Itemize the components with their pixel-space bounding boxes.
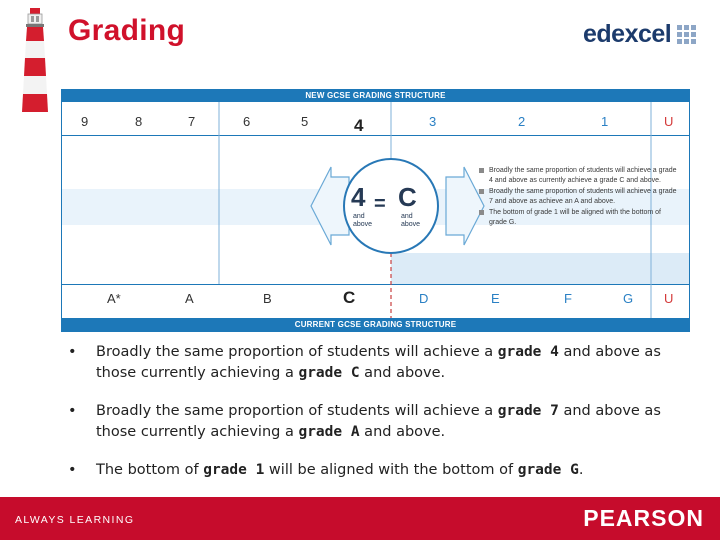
lower-band xyxy=(391,253,689,284)
bullet-item xyxy=(66,401,696,443)
footer-tagline: ALWAYS LEARNING xyxy=(15,514,135,526)
current-grade-f: F xyxy=(564,291,572,306)
bullet-dot-icon: • xyxy=(68,403,77,419)
new-grade-u: U xyxy=(664,114,674,129)
new-grade-7: 7 xyxy=(188,114,196,129)
bullet-item xyxy=(66,342,696,384)
new-grade-row xyxy=(62,102,689,135)
new-grade-1: 1 xyxy=(601,114,609,129)
bullet-text: will be aligned with the bottom of xyxy=(264,462,518,478)
pearson-logo: PEARSON xyxy=(583,505,704,531)
new-grade-9: 9 xyxy=(81,114,89,129)
equivalence-equals: = xyxy=(374,193,386,215)
page-title: Grading xyxy=(68,14,186,47)
edexcel-grid-icon xyxy=(677,25,696,44)
bullet-bold-text: grade 7 xyxy=(497,403,559,419)
bullet-text: Broadly the same proportion of students will achieve a xyxy=(96,344,498,360)
bullet-bold-text: grade A xyxy=(298,424,360,440)
bullet-bold-text: grade 1 xyxy=(203,462,265,478)
new-grade-4: 4 xyxy=(354,116,364,135)
current-grade-g: G xyxy=(623,291,634,306)
diagram-notes xyxy=(479,166,679,229)
diagram-note: Broadly the same proportion of students will achieve a grade 7 and above as achieve an A and above. xyxy=(479,187,679,206)
bullet-text: and above. xyxy=(359,365,446,381)
bullet-dot-icon: • xyxy=(68,462,77,478)
current-grade-u: U xyxy=(664,291,674,306)
new-structure-label: NEW GCSE GRADING STRUCTURE xyxy=(305,91,446,100)
bullet-bold-text: grade C xyxy=(298,365,360,381)
bullet-text: and above as those currently achieving a xyxy=(96,344,661,381)
edexcel-logo-text: edexcel xyxy=(583,20,672,48)
bullet-text: Broadly the same proportion of students will achieve a xyxy=(96,403,498,419)
equivalence-left: 4 xyxy=(351,182,366,212)
new-grade-2: 2 xyxy=(518,114,526,129)
bullet-bold-text: grade G xyxy=(517,462,579,478)
bullet-bold-text: grade 4 xyxy=(497,344,559,360)
bullet-text: and above as those currently achieving a xyxy=(96,403,661,440)
current-grade-a-star: A* xyxy=(107,291,121,306)
equivalence-right-sub: and above xyxy=(401,213,421,228)
footer-bar xyxy=(0,497,720,540)
new-grade-6: 6 xyxy=(243,114,251,129)
current-grade-b: B xyxy=(263,291,272,306)
diagram-note: Broadly the same proportion of students will achieve a grade 4 and above as currently achieve a grade C and above. xyxy=(479,166,679,185)
bullet-text: . xyxy=(578,462,584,478)
bullet-text: and above. xyxy=(359,424,446,440)
current-grade-a: A xyxy=(185,291,194,306)
current-structure-label: CURRENT GCSE GRADING STRUCTURE xyxy=(294,320,457,329)
current-grade-d: D xyxy=(419,291,429,306)
new-grade-3: 3 xyxy=(429,114,437,129)
lighthouse-icon xyxy=(18,6,52,114)
grading-structure-diagram xyxy=(61,89,690,332)
bullet-list xyxy=(66,342,696,498)
current-grade-row xyxy=(62,285,689,318)
current-grade-c: C xyxy=(343,288,356,307)
new-grade-5: 5 xyxy=(301,114,309,129)
diagram-note: The bottom of grade 1 will be aligned with the bottom of grade G. xyxy=(479,208,679,227)
equivalence-left-sub: and above xyxy=(353,213,373,228)
equivalence-right: C xyxy=(398,182,417,212)
current-grade-e: E xyxy=(491,291,500,306)
new-grade-8: 8 xyxy=(135,114,143,129)
bullet-dot-icon: • xyxy=(68,344,77,360)
bullet-item xyxy=(66,460,696,481)
edexcel-logo xyxy=(583,20,696,49)
bullet-text: The bottom of xyxy=(96,462,204,478)
